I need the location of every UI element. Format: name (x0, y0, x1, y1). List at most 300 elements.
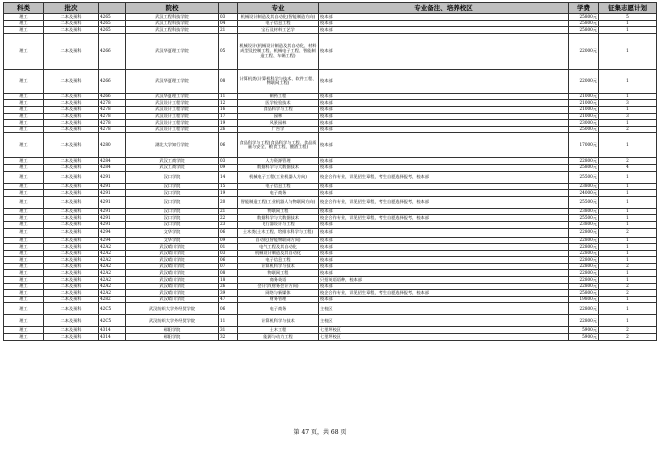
cell-plan: 2 (599, 334, 657, 341)
table-row (4, 69, 657, 93)
cell-school-code: 4278 (99, 106, 126, 113)
table-row (4, 33, 657, 69)
cell-major: 机械设计(机械设计制造及其自动化、材料成型及控制工程、机械电子工程、智能制造工程、车辆工程) (238, 33, 319, 69)
cell-major: 机械设计制造及其自动化 (238, 250, 319, 257)
cell-major: 智能制造工程(工业机器人与物联网方向) (238, 196, 319, 208)
cell-school: 武汉设计工程学院 (126, 120, 219, 127)
cell-major-code: 22 (219, 215, 238, 222)
cell-school-code: 42A2 (99, 277, 126, 284)
cell-plan: 1 (599, 196, 657, 208)
cell-plan: 1 (599, 20, 657, 27)
cell-major-code: 03 (219, 14, 238, 21)
cell-plan: 1 (599, 303, 657, 315)
cell-batch: 二本及预科 (44, 158, 99, 165)
cell-major: 土木工程 (238, 327, 319, 334)
cell-plan: 1 (599, 208, 657, 215)
cell-plan: 3 (599, 100, 657, 107)
cell-plan: 1 (599, 93, 657, 100)
cell-school: 武汉晴川学院 (126, 250, 219, 257)
cell-plan: 4 (599, 164, 657, 171)
cell-batch: 二本及预科 (44, 190, 99, 197)
cell-plan: 1 (599, 120, 657, 127)
cell-tuition: 21000元 (569, 113, 599, 120)
cell-tuition: 22800元 (569, 270, 599, 277)
cell-remarks: 校本部 (319, 113, 569, 120)
cell-school: 汉口学院 (126, 190, 219, 197)
cell-school: 武汉晴川学院 (126, 290, 219, 297)
cell-tuition: 17000元 (569, 133, 599, 158)
cell-school-code: 42C5 (99, 303, 126, 315)
table-row (4, 228, 657, 237)
cell-school-code: 4284 (99, 158, 126, 165)
cell-category: 理工 (4, 257, 44, 264)
cell-major: 医学检验技术 (238, 100, 319, 107)
table-row (4, 196, 657, 208)
cell-batch: 二本及预科 (44, 221, 99, 228)
cell-major-code: 06 (219, 303, 238, 315)
cell-major: 园林 (238, 113, 319, 120)
cell-batch: 二本及预科 (44, 113, 99, 120)
cell-major-code: 06 (219, 228, 238, 237)
cell-batch: 二本及预科 (44, 100, 99, 107)
cell-major-code: 12 (219, 100, 238, 107)
cell-school: 武汉纺织大学外经贸学院 (126, 303, 219, 315)
cell-tuition: 22800元 (569, 244, 599, 251)
cell-tuition: 25000元 (569, 126, 599, 133)
cell-category: 理工 (4, 244, 44, 251)
header-school-code (99, 3, 126, 14)
cell-plan: 1 (599, 171, 657, 183)
cell-batch: 二本及预科 (44, 27, 99, 34)
cell-category: 理工 (4, 33, 44, 69)
table-row (4, 20, 657, 27)
cell-tuition: 25500元 (569, 196, 599, 208)
cell-tuition: 22800元 (569, 277, 599, 284)
cell-category: 理工 (4, 190, 44, 197)
header-plan: 征集志愿计划 (599, 3, 657, 14)
cell-school-code: 4280 (99, 133, 126, 158)
cell-major-code: 04 (219, 20, 238, 27)
cell-school: 汉口学院 (126, 171, 219, 183)
cell-batch: 二本及预科 (44, 257, 99, 264)
cell-batch: 二本及预科 (44, 334, 99, 341)
table-row (4, 190, 657, 197)
cell-major: 计算机类(计算机科学与技术、软件工程、物联网工程) (238, 69, 319, 93)
cell-plan: 1 (599, 250, 657, 257)
cell-plan: 1 (599, 244, 657, 251)
cell-school: 汉口学院 (126, 221, 219, 228)
cell-batch: 二本及预科 (44, 270, 99, 277)
cell-batch: 二本及预科 (44, 196, 99, 208)
cell-school: 郧阳学院 (126, 327, 219, 334)
cell-tuition: 22800元 (569, 283, 599, 290)
cell-remarks: 校本部 (319, 190, 569, 197)
cell-tuition: 22800元 (569, 263, 599, 270)
cell-tuition: 22800元 (569, 250, 599, 257)
cell-remarks: 校本部 (319, 93, 569, 100)
cell-major: 飞行器设计与工程 (238, 221, 319, 228)
cell-major-code: 14 (219, 171, 238, 183)
cell-batch: 二本及预科 (44, 277, 99, 284)
cell-major-code: 32 (219, 334, 238, 341)
cell-batch: 二本及预科 (44, 303, 99, 315)
cell-remarks: 校本部 (319, 270, 569, 277)
cell-major: 物联网工程 (238, 208, 319, 215)
cell-remarks: 校本部 (319, 27, 569, 34)
cell-tuition: 25800元 (569, 20, 599, 27)
cell-school-code: 4291 (99, 190, 126, 197)
cell-school-code: 4291 (99, 183, 126, 190)
cell-school-code: 4266 (99, 93, 126, 100)
table-row (4, 183, 657, 190)
cell-category: 理工 (4, 14, 44, 21)
table-row (4, 93, 657, 100)
cell-plan: 1 (599, 69, 657, 93)
cell-school: 汉口学院 (126, 215, 219, 222)
cell-plan: 1 (599, 133, 657, 158)
cell-batch: 二本及预科 (44, 250, 99, 257)
cell-major: 土木类(土木工程、给排水科学与工程) (238, 228, 319, 237)
cell-remarks: 校本部 (319, 228, 569, 237)
header-tuition: 学费 (569, 3, 599, 14)
cell-school: 文华学院 (126, 237, 219, 244)
cell-school: 武汉华夏理工学院 (126, 33, 219, 69)
cell-remarks: 校本部 (319, 283, 569, 290)
cell-tuition: 24000元 (569, 190, 599, 197)
cell-school-code: 42C5 (99, 315, 126, 327)
cell-major-code: 18 (219, 277, 238, 284)
cell-tuition: 25800元 (569, 14, 599, 21)
admission-table (3, 2, 657, 341)
cell-tuition: 22800元 (569, 315, 599, 327)
cell-tuition: 5900元 (569, 327, 599, 334)
cell-remarks: 校本部 (319, 69, 569, 93)
cell-school-code: 4291 (99, 196, 126, 208)
cell-school-code: 4265 (99, 14, 126, 21)
cell-school-code: 4278 (99, 120, 126, 127)
cell-plan: 1 (599, 277, 657, 284)
cell-school-code: 4266 (99, 33, 126, 69)
cell-major: 电子信息工程 (238, 20, 319, 27)
cell-tuition: 25800元 (569, 290, 599, 297)
cell-school: 武汉纺织大学外经贸学院 (126, 315, 219, 327)
cell-major-code: 16 (219, 106, 238, 113)
cell-major-code: 08 (219, 69, 238, 93)
cell-school: 武汉设计工程学院 (126, 113, 219, 120)
cell-batch: 二本及预科 (44, 183, 99, 190)
cell-category: 理工 (4, 100, 44, 107)
cell-remarks: 校本部 (319, 158, 569, 165)
cell-school-code: 42A2 (99, 244, 126, 251)
cell-major-code: 31 (219, 327, 238, 334)
cell-batch: 二本及预科 (44, 327, 99, 334)
cell-category: 理工 (4, 250, 44, 257)
cell-category: 理工 (4, 228, 44, 237)
cell-major-code: 09 (219, 237, 238, 244)
table-row (4, 221, 657, 228)
table-row (4, 296, 657, 303)
cell-school-code: 4294 (99, 237, 126, 244)
cell-major-code: 17 (219, 113, 238, 120)
table-row (4, 315, 657, 327)
cell-major-code: 09 (219, 164, 238, 171)
cell-school: 武汉晴川学院 (126, 257, 219, 264)
header-row (4, 3, 657, 14)
cell-category: 理工 (4, 303, 44, 315)
cell-major: 宝石及材料工艺学 (238, 27, 319, 34)
cell-category: 理工 (4, 277, 44, 284)
cell-school-code: 4265 (99, 27, 126, 34)
cell-batch: 二本及预科 (44, 69, 99, 93)
cell-batch: 二本及预科 (44, 171, 99, 183)
cell-remarks: 主校区 (319, 315, 569, 327)
cell-major: 网络与新媒体 (238, 290, 319, 297)
cell-plan: 1 (599, 270, 657, 277)
header-major: 专业 (238, 3, 319, 14)
cell-tuition: 22800元 (569, 303, 599, 315)
cell-school-code: 4291 (99, 171, 126, 183)
cell-major-code: 19 (219, 190, 238, 197)
cell-tuition: 22800元 (569, 237, 599, 244)
table-row (4, 334, 657, 341)
cell-major: 机械电子工程(工业机器人方向) (238, 171, 319, 183)
cell-school-code: 42A2 (99, 257, 126, 264)
cell-major: 人力资源管理 (238, 158, 319, 165)
cell-tuition: 22800元 (569, 228, 599, 237)
cell-tuition: 22800元 (569, 257, 599, 264)
cell-category: 理工 (4, 221, 44, 228)
cell-batch: 二本及预科 (44, 296, 99, 303)
cell-batch: 二本及预科 (44, 315, 99, 327)
cell-major-code: 06 (219, 257, 238, 264)
table-row (4, 303, 657, 315)
cell-remarks: 七里坪校区 (319, 334, 569, 341)
cell-tuition: 22800元 (569, 158, 599, 165)
cell-plan: 1 (599, 237, 657, 244)
cell-category: 理工 (4, 133, 44, 158)
cell-plan: 2 (599, 228, 657, 237)
cell-plan: 1 (599, 190, 657, 197)
cell-major: 计算机科学与技术 (238, 263, 319, 270)
cell-category: 理工 (4, 164, 44, 171)
cell-school-code: 42A2 (99, 270, 126, 277)
cell-school: 武汉工商学院 (126, 158, 219, 165)
header-school: 院校 (126, 3, 219, 14)
cell-tuition: 25800元 (569, 27, 599, 34)
cell-batch: 二本及预科 (44, 106, 99, 113)
cell-plan: 2 (599, 263, 657, 270)
cell-tuition: 22000元 (569, 33, 599, 69)
cell-school: 汉口学院 (126, 196, 219, 208)
cell-remarks: 校本部 (319, 244, 569, 251)
table-row (4, 171, 657, 183)
cell-school: 武汉晴川学院 (126, 244, 219, 251)
cell-major: 制药工程 (238, 93, 319, 100)
cell-school: 武汉设计工程学院 (126, 100, 219, 107)
cell-school: 郧阳学院 (126, 334, 219, 341)
cell-batch: 二本及预科 (44, 164, 99, 171)
cell-major-code: 03 (219, 158, 238, 165)
cell-plan: 2 (599, 283, 657, 290)
cell-major: 电气工程及其自动化 (238, 244, 319, 251)
cell-plan: 2 (599, 126, 657, 133)
cell-batch: 二本及预科 (44, 208, 99, 215)
cell-major-code: 26 (219, 126, 238, 133)
cell-category: 理工 (4, 27, 44, 34)
cell-school: 武汉晴川学院 (126, 277, 219, 284)
cell-plan: 1 (599, 296, 657, 303)
cell-batch: 二本及预科 (44, 215, 99, 222)
cell-major: 电子商务 (238, 190, 319, 197)
cell-school: 武汉晴川学院 (126, 296, 219, 303)
cell-remarks: 校本部 (319, 33, 569, 69)
cell-school-code: 4278 (99, 100, 126, 107)
cell-school-code: 4266 (99, 69, 126, 93)
table-row (4, 126, 657, 133)
cell-remarks: 主校区 (319, 303, 569, 315)
cell-school-code: 4282 (99, 296, 126, 303)
cell-remarks: 校企合作专业，详见招生章程，考生自愿选择报考，校本部 (319, 290, 569, 297)
cell-major-code: 03 (219, 250, 238, 257)
cell-major-code: 15 (219, 183, 238, 190)
cell-category: 理工 (4, 113, 44, 120)
cell-school-code: 4291 (99, 221, 126, 228)
cell-school-code: 42A2 (99, 263, 126, 270)
cell-category: 理工 (4, 283, 44, 290)
cell-major-code: 39 (219, 290, 238, 297)
cell-tuition: 25500元 (569, 215, 599, 222)
cell-school-code: 4278 (99, 126, 126, 133)
cell-category: 理工 (4, 183, 44, 190)
cell-category: 理工 (4, 158, 44, 165)
cell-school: 文华学院 (126, 228, 219, 237)
cell-remarks: 七里坪校区 (319, 327, 569, 334)
cell-remarks: 校本部 (319, 250, 569, 257)
cell-tuition: 21000元 (569, 106, 599, 113)
cell-major: 能源与动力工程 (238, 334, 319, 341)
cell-major: 数据科学与大数据技术 (238, 215, 319, 222)
cell-major: 财务管理 (238, 296, 319, 303)
cell-remarks: 校本部 (319, 20, 569, 27)
cell-category: 理工 (4, 69, 44, 93)
cell-tuition: 21000元 (569, 93, 599, 100)
table-row (4, 208, 657, 215)
cell-category: 理工 (4, 196, 44, 208)
cell-category: 理工 (4, 208, 44, 215)
cell-school-code: 4278 (99, 113, 126, 120)
cell-school: 武汉工程科技学院 (126, 14, 219, 21)
table-row (4, 250, 657, 257)
cell-major-code: 19 (219, 120, 238, 127)
cell-major: 电子信息工程 (238, 183, 319, 190)
cell-batch: 二本及预科 (44, 33, 99, 69)
cell-major-code: 01 (219, 244, 238, 251)
admission-plan-sheet (3, 2, 647, 341)
cell-plan: 2 (599, 290, 657, 297)
cell-tuition: 22000元 (569, 69, 599, 93)
cell-plan: 1 (599, 221, 657, 228)
cell-remarks: 校本部 (319, 106, 569, 113)
cell-category: 理工 (4, 296, 44, 303)
cell-category: 理工 (4, 20, 44, 27)
cell-remarks: 校本部 (319, 164, 569, 171)
cell-school-code: 42A2 (99, 250, 126, 257)
cell-school-code: 4284 (99, 164, 126, 171)
table-row (4, 237, 657, 244)
cell-tuition: 23800元 (569, 221, 599, 228)
cell-major-code: 08 (219, 270, 238, 277)
cell-major: 电子商务 (238, 303, 319, 315)
cell-school: 武汉晴川学院 (126, 263, 219, 270)
cell-remarks: 校企合作专业，详见招生章程，考生自愿选择报考，校本部 (319, 196, 569, 208)
cell-tuition: 25800元 (569, 164, 599, 171)
cell-remarks: 校本部 (319, 183, 569, 190)
table-body (4, 14, 657, 341)
cell-school: 武汉华夏理工学院 (126, 93, 219, 100)
cell-major-code: 21 (219, 27, 238, 34)
cell-remarks: 校本部 (319, 208, 569, 215)
cell-tuition: 23800元 (569, 183, 599, 190)
page-footer: 第 47 页，共 68 页 (293, 429, 347, 436)
cell-tuition: 21000元 (569, 100, 599, 107)
cell-major: 电子信息工程 (238, 257, 319, 264)
cell-school: 武汉设计工程学院 (126, 126, 219, 133)
cell-school: 武汉工程科技学院 (126, 27, 219, 34)
cell-plan: 5 (599, 14, 657, 21)
header-major-code (219, 3, 238, 14)
cell-school-code: 4314 (99, 327, 126, 334)
cell-major: 商务英语 (238, 277, 319, 284)
cell-category: 理工 (4, 120, 44, 127)
cell-plan: 1 (599, 27, 657, 34)
table-row (4, 263, 657, 270)
cell-major: 会计学(财务会计方向) (238, 283, 319, 290)
cell-category: 理工 (4, 215, 44, 222)
cell-remarks: 校本部 (319, 221, 569, 228)
cell-major-code: 20 (219, 196, 238, 208)
cell-tuition: 23000元 (569, 120, 599, 127)
cell-school: 汉口学院 (126, 208, 219, 215)
cell-category: 理工 (4, 93, 44, 100)
cell-school: 湖北大学知行学院 (126, 133, 219, 158)
cell-batch: 二本及预科 (44, 244, 99, 251)
table-row (4, 113, 657, 120)
cell-plan: 1 (599, 257, 657, 264)
cell-plan: 2 (599, 327, 657, 334)
cell-category: 理工 (4, 171, 44, 183)
cell-major: 食品科学与工程 (238, 106, 319, 113)
cell-school-code: 4314 (99, 334, 126, 341)
cell-category: 理工 (4, 327, 44, 334)
cell-major-code: 11 (219, 315, 238, 327)
table-row (4, 164, 657, 171)
cell-major-code: 11 (219, 93, 238, 100)
cell-school: 武汉晴川学院 (126, 283, 219, 290)
cell-batch: 二本及预科 (44, 93, 99, 100)
cell-plan: 3 (599, 113, 657, 120)
cell-major: 物联网工程 (238, 270, 319, 277)
cell-school: 武汉晴川学院 (126, 270, 219, 277)
cell-remarks: 校本部 (319, 126, 569, 133)
cell-tuition: 25500元 (569, 171, 599, 183)
cell-remarks: 校本部 (319, 237, 569, 244)
cell-remarks: 校本部 (319, 100, 569, 107)
cell-school: 汉口学院 (126, 183, 219, 190)
cell-remarks: 校本部 (319, 133, 569, 158)
cell-major-code: 47 (219, 296, 238, 303)
cell-remarks: 校本部 (319, 120, 569, 127)
cell-remarks: 校本部 (319, 296, 569, 303)
